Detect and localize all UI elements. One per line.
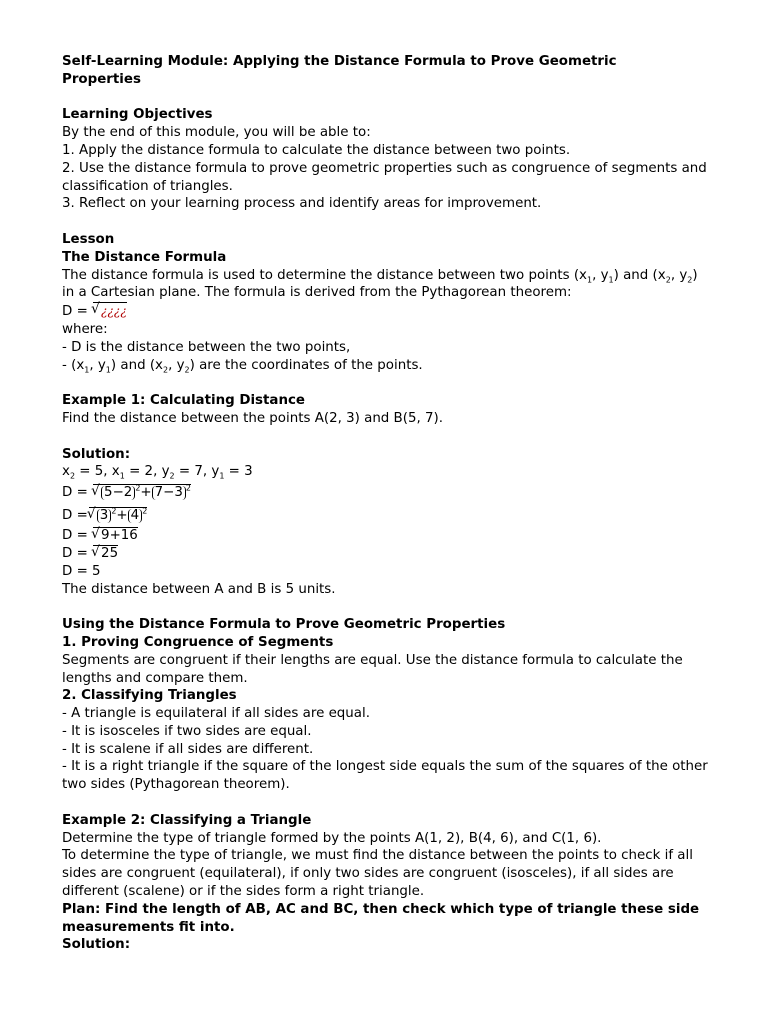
- distance-formula-equation: D = √ ¿¿¿¿: [62, 302, 712, 321]
- classifying-heading: 2. Classifying Triangles: [62, 688, 237, 704]
- spacer: [62, 213, 712, 231]
- classify-item-scalene: - It is scalene if all sides are different.: [62, 741, 314, 757]
- classify-item-isosceles: - It is isosceles if two sides are equal.: [62, 723, 312, 739]
- example-1-text: Find the distance between the points A(2, 3) and B(5, 7).: [62, 410, 444, 426]
- classify-item-right: - It is a right triangle if the square of the longest side equals the sum of the squares of the other two sides (Pythagorean theorem).: [62, 759, 708, 793]
- distance-formula-heading: The Distance Formula: [62, 249, 227, 265]
- module-title-line-2: Properties: [62, 71, 141, 87]
- lesson-heading: Lesson: [62, 231, 115, 247]
- spacer: [62, 374, 712, 392]
- example-2-solution-heading: Solution:: [62, 937, 131, 953]
- definition-d: - D is the distance between the two points,: [62, 339, 351, 355]
- example-1-variables: $x_2 = 5$, $x_1 = 2$, $y_2 = 7$, $y_1 = 3$: [62, 464, 253, 481]
- module-title-line-1: Self-Learning Module: Applying the Distance Formula to Prove Geometric: [62, 54, 617, 69]
- spacer: [62, 428, 712, 446]
- objective-item-1: 1. Apply the distance formula to calculate the distance between two points.: [62, 142, 571, 158]
- congruence-heading: 1. Proving Congruence of Segments: [62, 634, 334, 650]
- example-1-heading: Example 1: Calculating Distance: [62, 393, 306, 409]
- example-1-step-5: D = 5: [62, 563, 101, 579]
- example-2-explanation: To determine the type of triangle, we must find the distance between the points to check if all sides are congruent (equilateral), if only two sides are congruent (isosceles), if all sides are different (scalene) or if the sides form a right triangle.: [62, 848, 693, 900]
- objectives-intro: By the end of this module, you will be able to:: [62, 125, 371, 141]
- distance-formula-paragraph: The distance formula is used to determine the distance between two points ($x_1$, $y_1$) and ($x_2$, $y_2$) in a Cartesian plane. The formula is derived from the Pythagorean theorem:: [62, 267, 698, 301]
- example-1-step-4: D = √ 25: [62, 545, 712, 563]
- objectives-heading: Learning Objectives: [62, 107, 213, 123]
- example-2-plan: Plan: Find the length of AB, AC and BC, then check which type of triangle these side measurements fit into.: [62, 901, 700, 935]
- example-1-step-2: D =√ 3 $^2$+ 4 $^2$: [62, 504, 712, 527]
- example-1-solution-heading: Solution:: [62, 446, 131, 462]
- example-2-heading: Example 2: Classifying a Triangle: [62, 812, 312, 828]
- objective-item-2: 2. Use the distance formula to prove geometric properties such as congruence of segments and classification of triangles.: [62, 160, 707, 194]
- example-1-conclusion: The distance between A and B is 5 units.: [62, 581, 336, 597]
- formula-render-error: ¿¿¿¿: [101, 304, 127, 319]
- classify-item-equilateral: - A triangle is equilateral if all sides are equal.: [62, 706, 370, 722]
- document-page: [62, 53, 712, 954]
- example-1-step-3: D = √ 9+16: [62, 527, 712, 545]
- example-1-step-1: D = √ 5−2 $^2$+ 7−3 $^2$: [62, 481, 712, 504]
- definition-coordinates: - ($x_1$, $y_1$) and ($x_2$, $y_2$) are the coordinates of the points.: [62, 357, 423, 375]
- spacer: [62, 598, 712, 616]
- where-label: where:: [62, 321, 108, 337]
- objective-item-3: 3. Reflect on your learning process and identify areas for improvement.: [62, 196, 542, 212]
- spacer: [62, 89, 712, 107]
- example-2-text: Determine the type of triangle formed by the points A(1, 2), B(4, 6), and C(1, 6).: [62, 830, 602, 846]
- properties-heading: Using the Distance Formula to Prove Geometric Properties: [62, 617, 506, 633]
- spacer: [62, 794, 712, 812]
- congruence-text: Segments are congruent if their lengths are equal. Use the distance formula to calculate the lengths and compare them.: [62, 652, 683, 686]
